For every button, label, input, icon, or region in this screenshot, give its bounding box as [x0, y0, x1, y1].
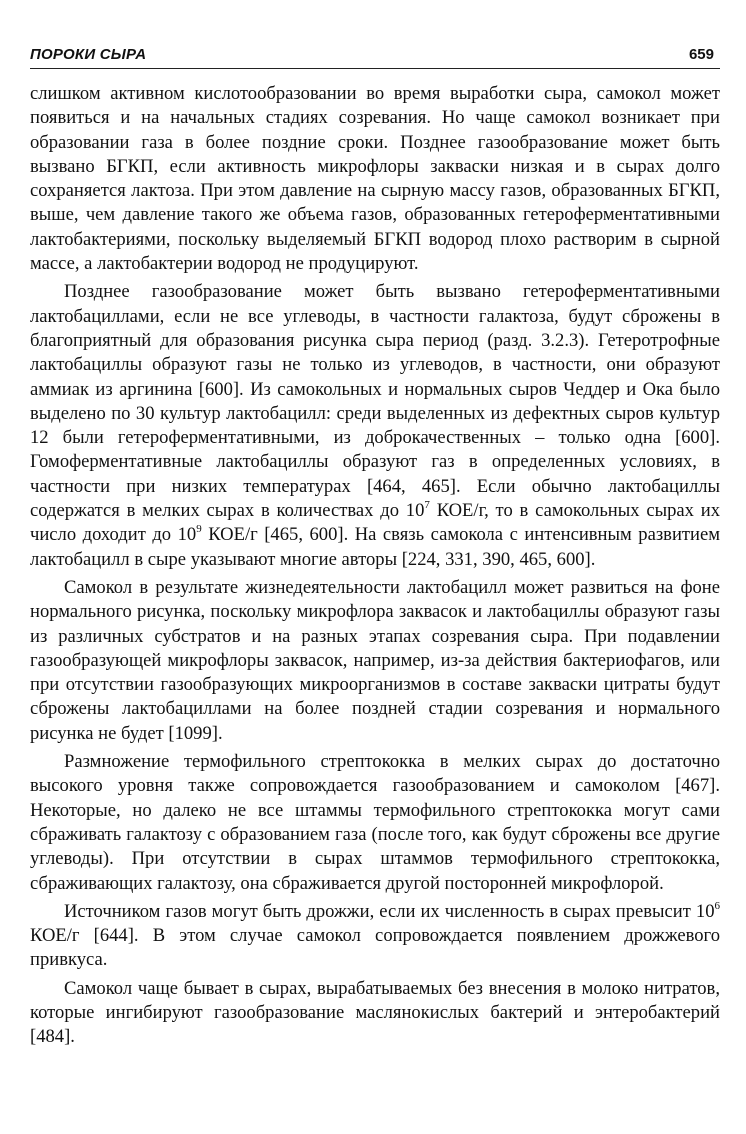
exponent: 6: [714, 899, 720, 912]
text-segment: КОЕ/г [644]. В этом случае самокол сопровождается появлением дрожжевого привкуса.: [30, 925, 720, 971]
paragraph: Размножение термофильного стрептококка в мелких сырах до достаточно высокого уровня также сопровождается газообразованием и самоколом [467]. Некоторые, но далеко не все штаммы термофильного стрептококка могут сами сбраживать галактозу с образованием газа (после того, как будут сброжены все другие углеводы). При отсутствии в сырах штаммов термофильного стрептококка, сбраживающих галактозу, она сбраживается другой посторонней микрофлорой.: [30, 751, 720, 894]
body-text: [30, 82, 720, 1054]
text-segment: Позднее газообразование может быть вызвано гетероферментативными лактобациллами, если не все углеводы, в частности галактоза, будут сброжены в благоприятный для образования рисунка сыра период (разд. 3.2.3). Гетеротрофные лактобациллы образуют газы не только из углеводов, в частности, они образуют аммиак из аргинина [600]. Из самокольных и нормальных сыров Чеддер и Ока было выделено по 30 культур лактобацилл: среди выделенных из дефектных сыров культур 12 были гетероферментативными, из доброкачественных – только одна [600]. Гомоферментативные лактобациллы образуют газ в определенных условиях, в частности при низких температурах [464, 465]. Если обычно лактобациллы содержатся в мелких сырах в количествах до 10: [30, 281, 720, 522]
text-segment: КОЕ/г, то в самокольных сырах их число доходит до 10: [30, 500, 720, 546]
page-header: [30, 44, 720, 69]
exponent: 7: [424, 499, 430, 512]
text-segment: КОЕ/г [465, 600]. На связь самокола с интенсивным развитием лактобацилл в сыре указывают многие авторы [224, 331, 390, 465, 600].: [30, 524, 720, 570]
running-head: ПОРОКИ СЫРА: [30, 46, 147, 63]
paragraph: Самокол чаще бывает в сырах, вырабатываемых без внесения в молоко нитратов, которые ингибируют газообразование маслянокислых бактерий и энтеробактерий [484].: [30, 977, 720, 1048]
paragraph: Самокол в результате жизнедеятельности лактобацилл может развиться на фоне нормального рисунка, поскольку микрофлора заквасок и лактобациллы образуют газы из различных субстратов и на разных этапах созревания сыра. При подавлении газообразующей микрофлоры заквасок, например, из-за действия бактериофагов, или при отсутствии газообразующих микроорганизмов в составе закваски цитраты будут сброжены лактобациллами на более поздней стадии созревания и нормального рисунка не будет [1099].: [30, 576, 720, 744]
page-number: 659: [688, 46, 714, 63]
text-segment: Источником газов могут быть дрожжи, если их численность в сырах превысит 10: [64, 900, 715, 922]
paragraph: [30, 900, 720, 973]
paragraph: слишком активном кислотообразовании во время выработки сыра, самокол может появиться и на начальных стадиях созревания. Но чаще самокол возникает при образовании газа в более поздние сроки. Позднее газообразование может быть вызвано БГКП, если активность микрофлоры закваски низкая и в сырах долго сохраняется лактоза. При этом давление на сырную массу газов, образованных БГКП, выше, чем давление такого же объема газов, образованных гетероферментативными лактобактериями, поскольку выделяемый БГКП водород плохо растворим в сырной массе, а лактобактерии водород не продуцируют.: [30, 83, 720, 275]
exponent: 9: [196, 523, 202, 536]
paragraph: [30, 280, 720, 572]
